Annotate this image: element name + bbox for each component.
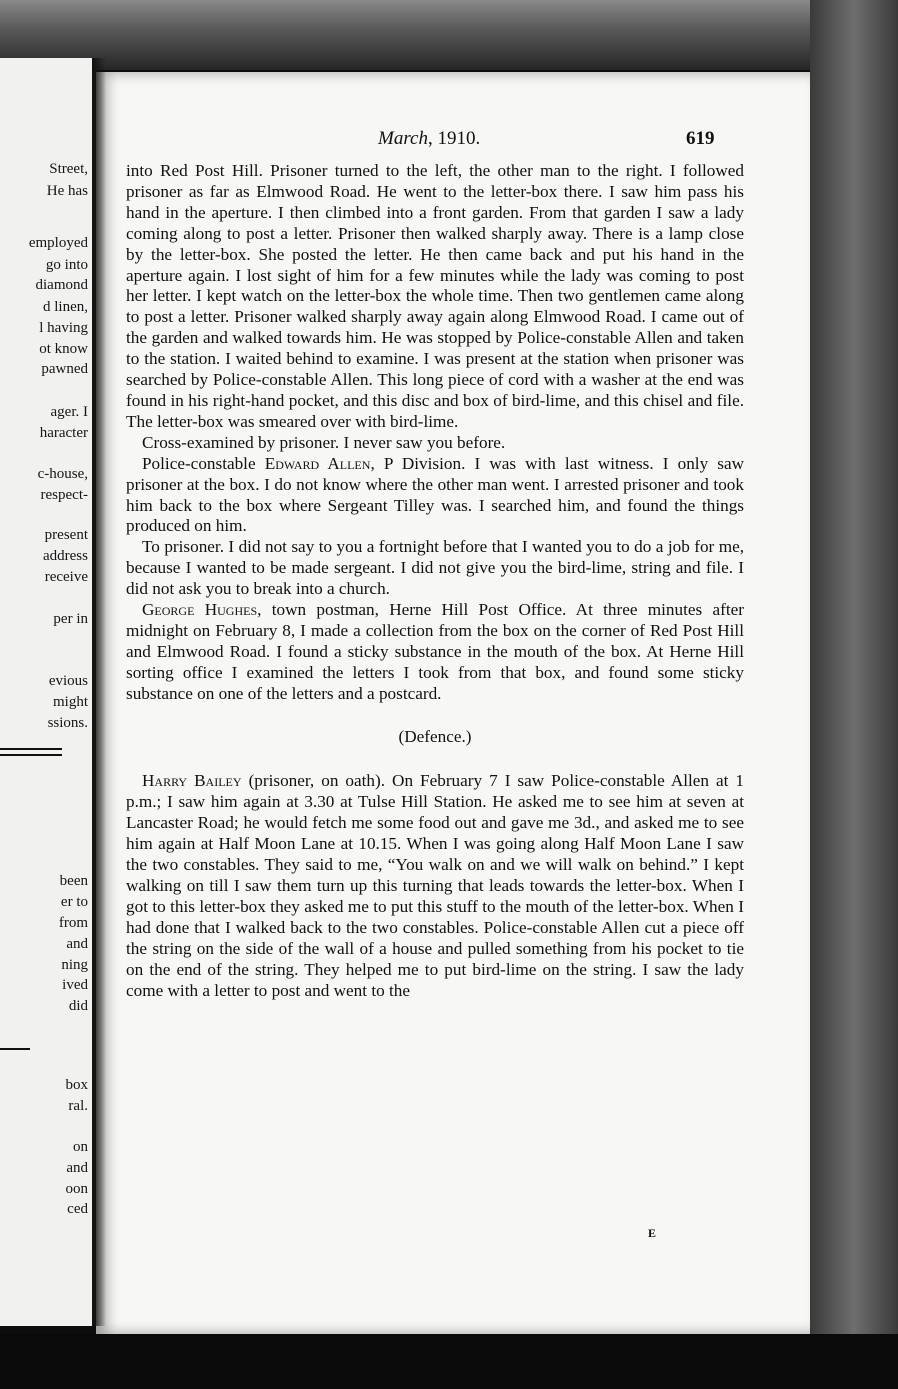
facing-page-fragment: might <box>52 694 88 710</box>
scan-right-border <box>810 0 898 1389</box>
facing-page-fragment: evious <box>48 673 88 689</box>
witness-name: George Hughes <box>142 600 258 620</box>
paragraph-bailey <box>126 771 744 1001</box>
witness-testimony: , P Division. I was with last witness. I only saw prisoner at the box. I do not know where the other man went. I arrested prisoner and took him back to the box where Sergeant Tilley was. I searched him, and found the things produced on him. <box>126 453 744 536</box>
facing-page-fragment: l having <box>39 320 88 336</box>
facing-page-fragment: present <box>44 527 88 543</box>
scan-bottom-border <box>0 1334 898 1389</box>
facing-page-fragment: ager. I <box>50 404 88 420</box>
facing-page-fragment: did <box>68 998 88 1014</box>
facing-page-fragment: oon <box>65 1181 88 1197</box>
running-head <box>96 128 810 152</box>
facing-page-fragment: ot know <box>39 341 88 357</box>
facing-page-fragment: pawned <box>41 361 88 377</box>
paragraph: Cross-examined by prisoner. I never saw you before. <box>142 432 506 452</box>
book-gutter-shadow <box>92 58 106 1326</box>
facing-page-fragment: ived <box>62 977 88 993</box>
facing-page-fragment: ning <box>61 957 88 973</box>
facing-page-fragment: receive <box>44 569 88 585</box>
facing-page-rule <box>0 754 62 756</box>
facing-page-rule <box>0 748 62 750</box>
facing-page-fragment: c-house, <box>37 466 88 482</box>
facing-page-fragment: on <box>73 1139 88 1155</box>
signature-mark: E <box>648 1226 657 1240</box>
facing-page-fragment: ssions. <box>47 715 88 731</box>
running-head-date <box>378 128 480 150</box>
facing-page-fragment: respect- <box>40 487 88 503</box>
facing-page-fragment: box <box>65 1077 88 1093</box>
running-head-year: , 1910. <box>427 128 481 149</box>
facing-page-fragment: from <box>58 915 88 931</box>
facing-page-fragment: er to <box>60 894 88 910</box>
paragraph: To prisoner. I did not say to you a fortnight before that I wanted you to do a job for me, because I wanted to be made sergeant. I did not give you the bird-lime, string and file. I did not ask you to break into a church. <box>126 537 744 599</box>
facing-page-fragment: d linen, <box>43 299 88 315</box>
witness-name: Edward Allen <box>264 453 371 473</box>
facing-page-fragment: Street, <box>49 161 88 177</box>
paragraph-hughes <box>126 600 744 705</box>
witness-testimony: , town postman, Herne Hill Post Office. At three minutes after midnight on February 8, I made a collection from the box on the corner of Red Post Hill and Elmwood Road. I found a sticky substance in the mouth of the box. At Herne Hill sorting office I examined the letters I took from that box, and found some sticky substance on one of the letters and a postcard. <box>126 600 744 703</box>
facing-page-fragment: ral. <box>68 1098 88 1114</box>
page-number: 619 <box>686 128 715 149</box>
running-head-month: March <box>378 128 428 149</box>
facing-page-edge <box>0 58 95 1326</box>
facing-page-fragment: and <box>66 936 88 952</box>
body-text <box>126 161 744 1001</box>
facing-page-fragment: go into <box>45 257 88 273</box>
witness-testimony: (prisoner, on oath). On February 7 I saw Police-constable Allen at 1 p.m.; I saw him again at 3.30 at Tulse Hill Station. He asked me to see him at seven at Lancaster Road; he would fetch me some food out and gave me 3d., and asked me to see him again at Half Moon Lane at 10.15. When I was going along Half Moon Lane I saw the two constables. They said to me, “You walk on and we will walk on behind.” I kept walking on till I saw them turn up this turning that leads towards the letter-box. When I got to this letter-box they asked me to put this stuff to the mouth of the letter-box. When I had done that I walked back to the two constables. Police-constable Allen cut a piece off the string on the side of the wall of a house and pulled something from his pocket to tie on the end of the string. They helped me to put bird-lime on the string. I saw the lady come with a letter to post and went to the <box>126 771 745 1000</box>
facing-page-fragment: diamond <box>35 277 88 293</box>
facing-page-fragment: and <box>66 1160 88 1176</box>
facing-page-fragment: per in <box>53 611 88 627</box>
facing-page-fragment: been <box>59 873 88 889</box>
facing-page-fragment: He has <box>46 183 88 199</box>
witness-name: Harry Bailey <box>142 771 242 791</box>
facing-page-fragment: haracter <box>39 425 88 441</box>
facing-page-fragment: ced <box>67 1201 88 1217</box>
facing-page-fragment: address <box>43 548 88 564</box>
facing-page-fragment: employed <box>28 235 88 251</box>
section-heading: (Defence.) <box>398 726 472 746</box>
paragraph-allen <box>126 454 744 538</box>
facing-page-rule <box>0 1048 30 1050</box>
paragraph: into Red Post Hill. Prisoner turned to the left, the other man to the right. I followed prisoner as far as Elmwood Road. He went to the letter-box there. I saw him pass his hand in the aperture. I then climbed into a front garden. From that garden I saw a lady coming along to post a letter. Prisoner then walked sharply away. There is a lamp close by the letter-box. She posted the letter. He then came back and put his hand in the aperture again. I lost sight of him for a few minutes while the lady was coming to post her letter. I kept watch on the letter-box the whole time. Then two gentlemen came along to post a letter. Prisoner walked sharply away again along Elmwood Road. I came out of the garden and walked towards him. He was stopped by Police-constable Allen and taken to the station. I waited behind to examine. I was present at the station when prisoner was searched by Police-constable Allen. This long piece of cord with a washer at the end was found in his right-hand pocket, and this disc and box of bird-lime, and this chisel and file. The letter-box was smeared over with bird-lime. <box>126 161 744 431</box>
scan-top-border <box>0 0 898 70</box>
witness-role: Police-constable <box>142 453 256 473</box>
